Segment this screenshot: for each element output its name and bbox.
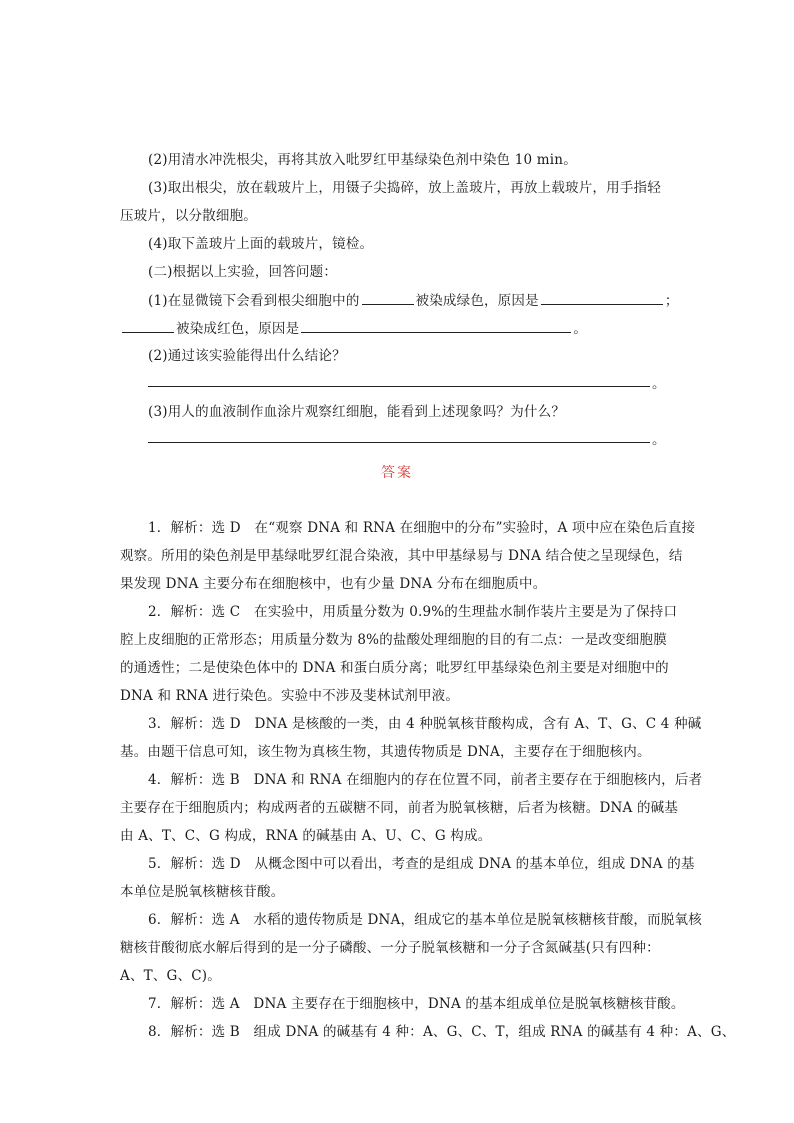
q1-part-d: 被染成红色，原因是 <box>176 321 300 337</box>
answer-2-line-3: 的通透性；二是使染色体中的 DNA 和蛋白质分离；吡罗红甲基绿染色剂主要是对细胞中的 <box>120 660 669 676</box>
q1-blank-3[interactable] <box>122 318 174 333</box>
answer-2-line-4: DNA 和 RNA 进行染色。实验中不涉及斐林试剂甲液。 <box>120 688 460 704</box>
step-3-continued: 压玻片，以分散细胞。 <box>120 208 257 224</box>
answer-4-line-3: 由 A、T、C、G 构成，RNA 的碱基由 A、U、C、G 构成。 <box>120 828 492 844</box>
question-3-end: 。 <box>652 432 666 448</box>
answer-5-line-2: 本单位是脱氧核糖核苷酸。 <box>120 884 285 900</box>
step-4-text: (4)取下盖玻片上面的载玻片，镜检。 <box>148 236 374 252</box>
answer-4-line-1: 4．解析：选 B DNA 和 RNA 在细胞内的存在位置不同，前者主要存在于细胞核内，后者 <box>148 772 703 788</box>
answer-1-line-2: 观察。所用的染色剂是甲基绿吡罗红混合染液，其中甲基绿易与 DNA 结合使之呈现绿色，结 <box>120 548 683 564</box>
answer-7-line-1: 7．解析：选 A DNA 主要存在于细胞核中，DNA 的基本组成单位是脱氧核糖核苷酸。 <box>148 996 685 1012</box>
answer-6-line-1: 6．解析：选 A 水稻的遗传物质是 DNA，组成它的基本单位是脱氧核糖核苷酸，而脱氧核 <box>148 912 702 928</box>
answer-6-line-2: 糖核苷酸彻底水解后得到的是一分子磷酸、一分子脱氧核糖和一分子含氮碱基(只有四种： <box>120 940 660 956</box>
q1-blank-1[interactable] <box>362 290 414 305</box>
answer-section-title: 答案 <box>381 465 413 481</box>
step-2-text: (2)用清水冲洗根尖，再将其放入吡罗红甲基绿染色剂中染色 10 min。 <box>148 152 577 168</box>
q1-part-b: 被染成绿色，原因是 <box>415 293 539 309</box>
question-2-text: (2)通过该实验能得出什么结论？ <box>148 348 346 364</box>
question-1-line-2 <box>120 318 587 339</box>
question-3-answer-line[interactable] <box>148 442 650 443</box>
q1-blank-2[interactable] <box>541 290 663 305</box>
answer-4-line-2: 主要存在于细胞质内；构成两者的五碳糖不同，前者为脱氧核糖，后者为核糖。DNA 的碱基 <box>120 800 679 816</box>
answer-3-line-2: 基。由题干信息可知，该生物为真核生物，其遗传物质是 DNA，主要存在于细胞核内。 <box>120 744 651 760</box>
question-2-answer-line[interactable] <box>148 386 650 387</box>
question-3-text: (3)用人的血液制作血涂片观察红细胞，能看到上述现象吗？为什么？ <box>148 404 566 420</box>
questions-heading: (二)根据以上实验，回答问题： <box>148 264 338 280</box>
q1-part-a: (1)在显微镜下会看到根尖细胞中的 <box>148 293 360 309</box>
q1-part-e: 。 <box>573 321 588 337</box>
answer-6-line-3: A、T、G、C)。 <box>120 968 221 984</box>
question-1-line-1 <box>148 290 679 311</box>
q1-blank-4[interactable] <box>301 318 571 333</box>
answer-1-line-3: 果发现 DNA 主要分布在细胞核中，也有少量 DNA 分布在细胞质中。 <box>120 576 547 592</box>
answer-5-line-1: 5．解析：选 D 从概念图中可以看出，考查的是组成 DNA 的基本单位，组成 DNA 的基 <box>148 856 695 872</box>
answer-2-line-2: 腔上皮细胞的正常形态；用质量分数为 8%的盐酸处理细胞的目的有二点：一是改变细胞膜 <box>120 632 667 648</box>
answer-1-line-1: 1．解析：选 D 在“观察 DNA 和 RNA 在细胞中的分布”实验时，A 项中应在染色后直接 <box>148 520 696 536</box>
answer-2-line-1: 2．解析：选 C 在实验中，用质量分数为 0.9%的生理盐水制作装片主要是为了保持口 <box>148 604 678 620</box>
q1-part-c: ； <box>664 293 679 309</box>
question-2-end: 。 <box>652 376 666 392</box>
answer-8-line-1: 8．解析：选 B 组成 DNA 的碱基有 4 种：A、G、C、T，组成 RNA 的碱基有 4 种：A、G、 <box>148 1024 736 1040</box>
answer-3-line-1: 3．解析：选 D DNA 是核酸的一类，由 4 种脱氧核苷酸构成，含有 A、T、G、C 4 种碱 <box>148 716 702 732</box>
step-3-text: (3)取出根尖，放在载玻片上，用镊子尖捣碎，放上盖玻片，再放上载玻片，用手指轻 <box>148 180 661 196</box>
